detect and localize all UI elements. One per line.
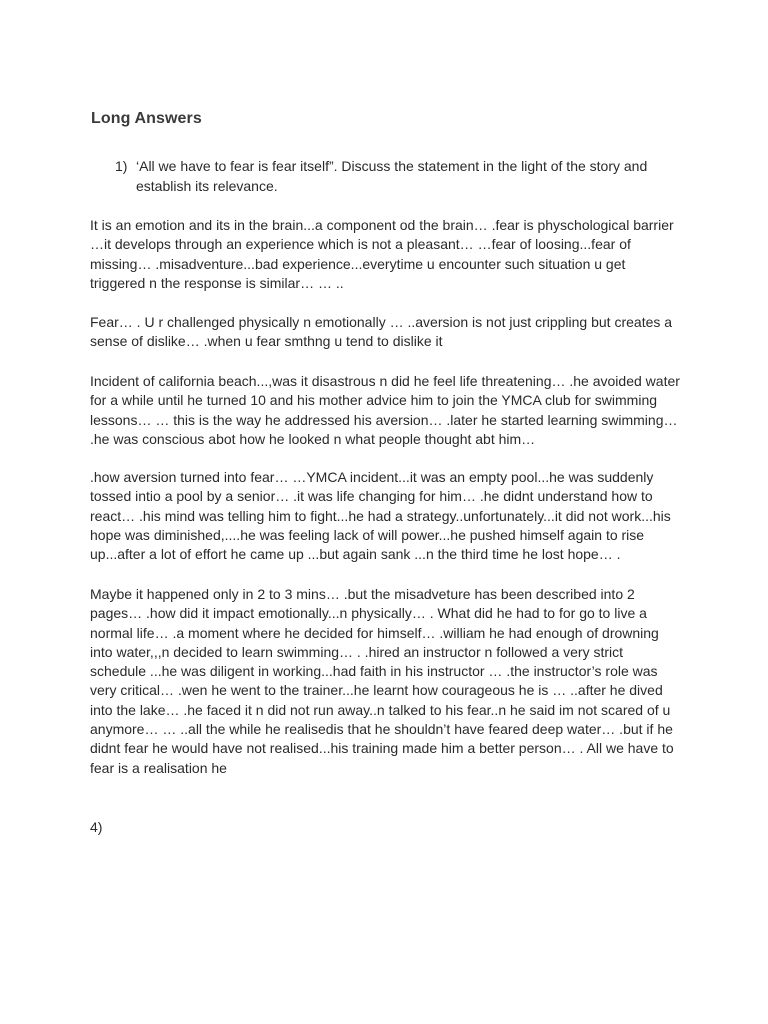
answer-paragraph: Fear… . U r challenged physically n emotionally … ..aversion is not just crippling but creates a sense of dislike… .when u fear smthng u tend to dislike it	[90, 314, 673, 350]
section-heading: Long Answers	[91, 110, 202, 127]
answer-paragraph: .how aversion turned into fear… …YMCA incident...it was an empty pool...he was suddenly tossed intio a pool by a senior… .it was life changing for him… .he didnt understand how to react… .his mind was telling him to fight...he had a strategy..unfortunately...it did not work...his hope was diminished,....he was feeling lack of will power...he pushed himself again to rise up...after a lot of effort he came up ...but again sank ...n the third time he lost hope… .	[90, 469, 671, 563]
next-question-number: 4)	[90, 819, 103, 835]
answer-paragraph: Incident of california beach...,was it disastrous n did he feel life threatening… .he avoided water for a while until he turned 10 and his mother advice him to join the YMCA club for swimming lessons… … this is the way he addressed his aversion… .later he started learning swimming… .he was conscious abot how he looked n what people thought abt him…	[90, 373, 680, 447]
answer-paragraph: Maybe it happened only in 2 to 3 mins… .but the misadveture has been described into 2 pages… .how did it impact emotionally...n physically… . What did he had to for go to live a normal life… .a moment where he decided for himself… .william he had enough of drowning into water,,,n decided to learn swimming… . .hired an instructor n followed a very strict schedule ...he was diligent in working...had faith in his instructor … .the instructor’s role was very critical… .wen he went to the trainer...he learnt how courageous he is … ..after he dived into the lake… .he faced it n did not run away..n talked to his fear..n he said im not scared of u anymore… … ..all the while he realisedis that he shouldn’t have feared deep water… .but if he didnt fear he would have not realised...his training made him a better person… . All we have to fear is a realisation he	[90, 586, 674, 776]
question-text: ‘All we have to fear is fear itself”. Discuss the statement in the light of the story and establish its relevance.	[136, 158, 648, 194]
question-item	[115, 157, 675, 196]
answer-paragraph: It is an emotion and its in the brain...a component od the brain… .fear is physchological barrier …it develops through an experience which is not a pleasant… …fear of loosing...fear of missing… .misadventure...bad experience...everytime u encounter such situation u get triggered n the response is similar… … ..	[90, 217, 674, 291]
question-number: 1)	[115, 158, 128, 174]
